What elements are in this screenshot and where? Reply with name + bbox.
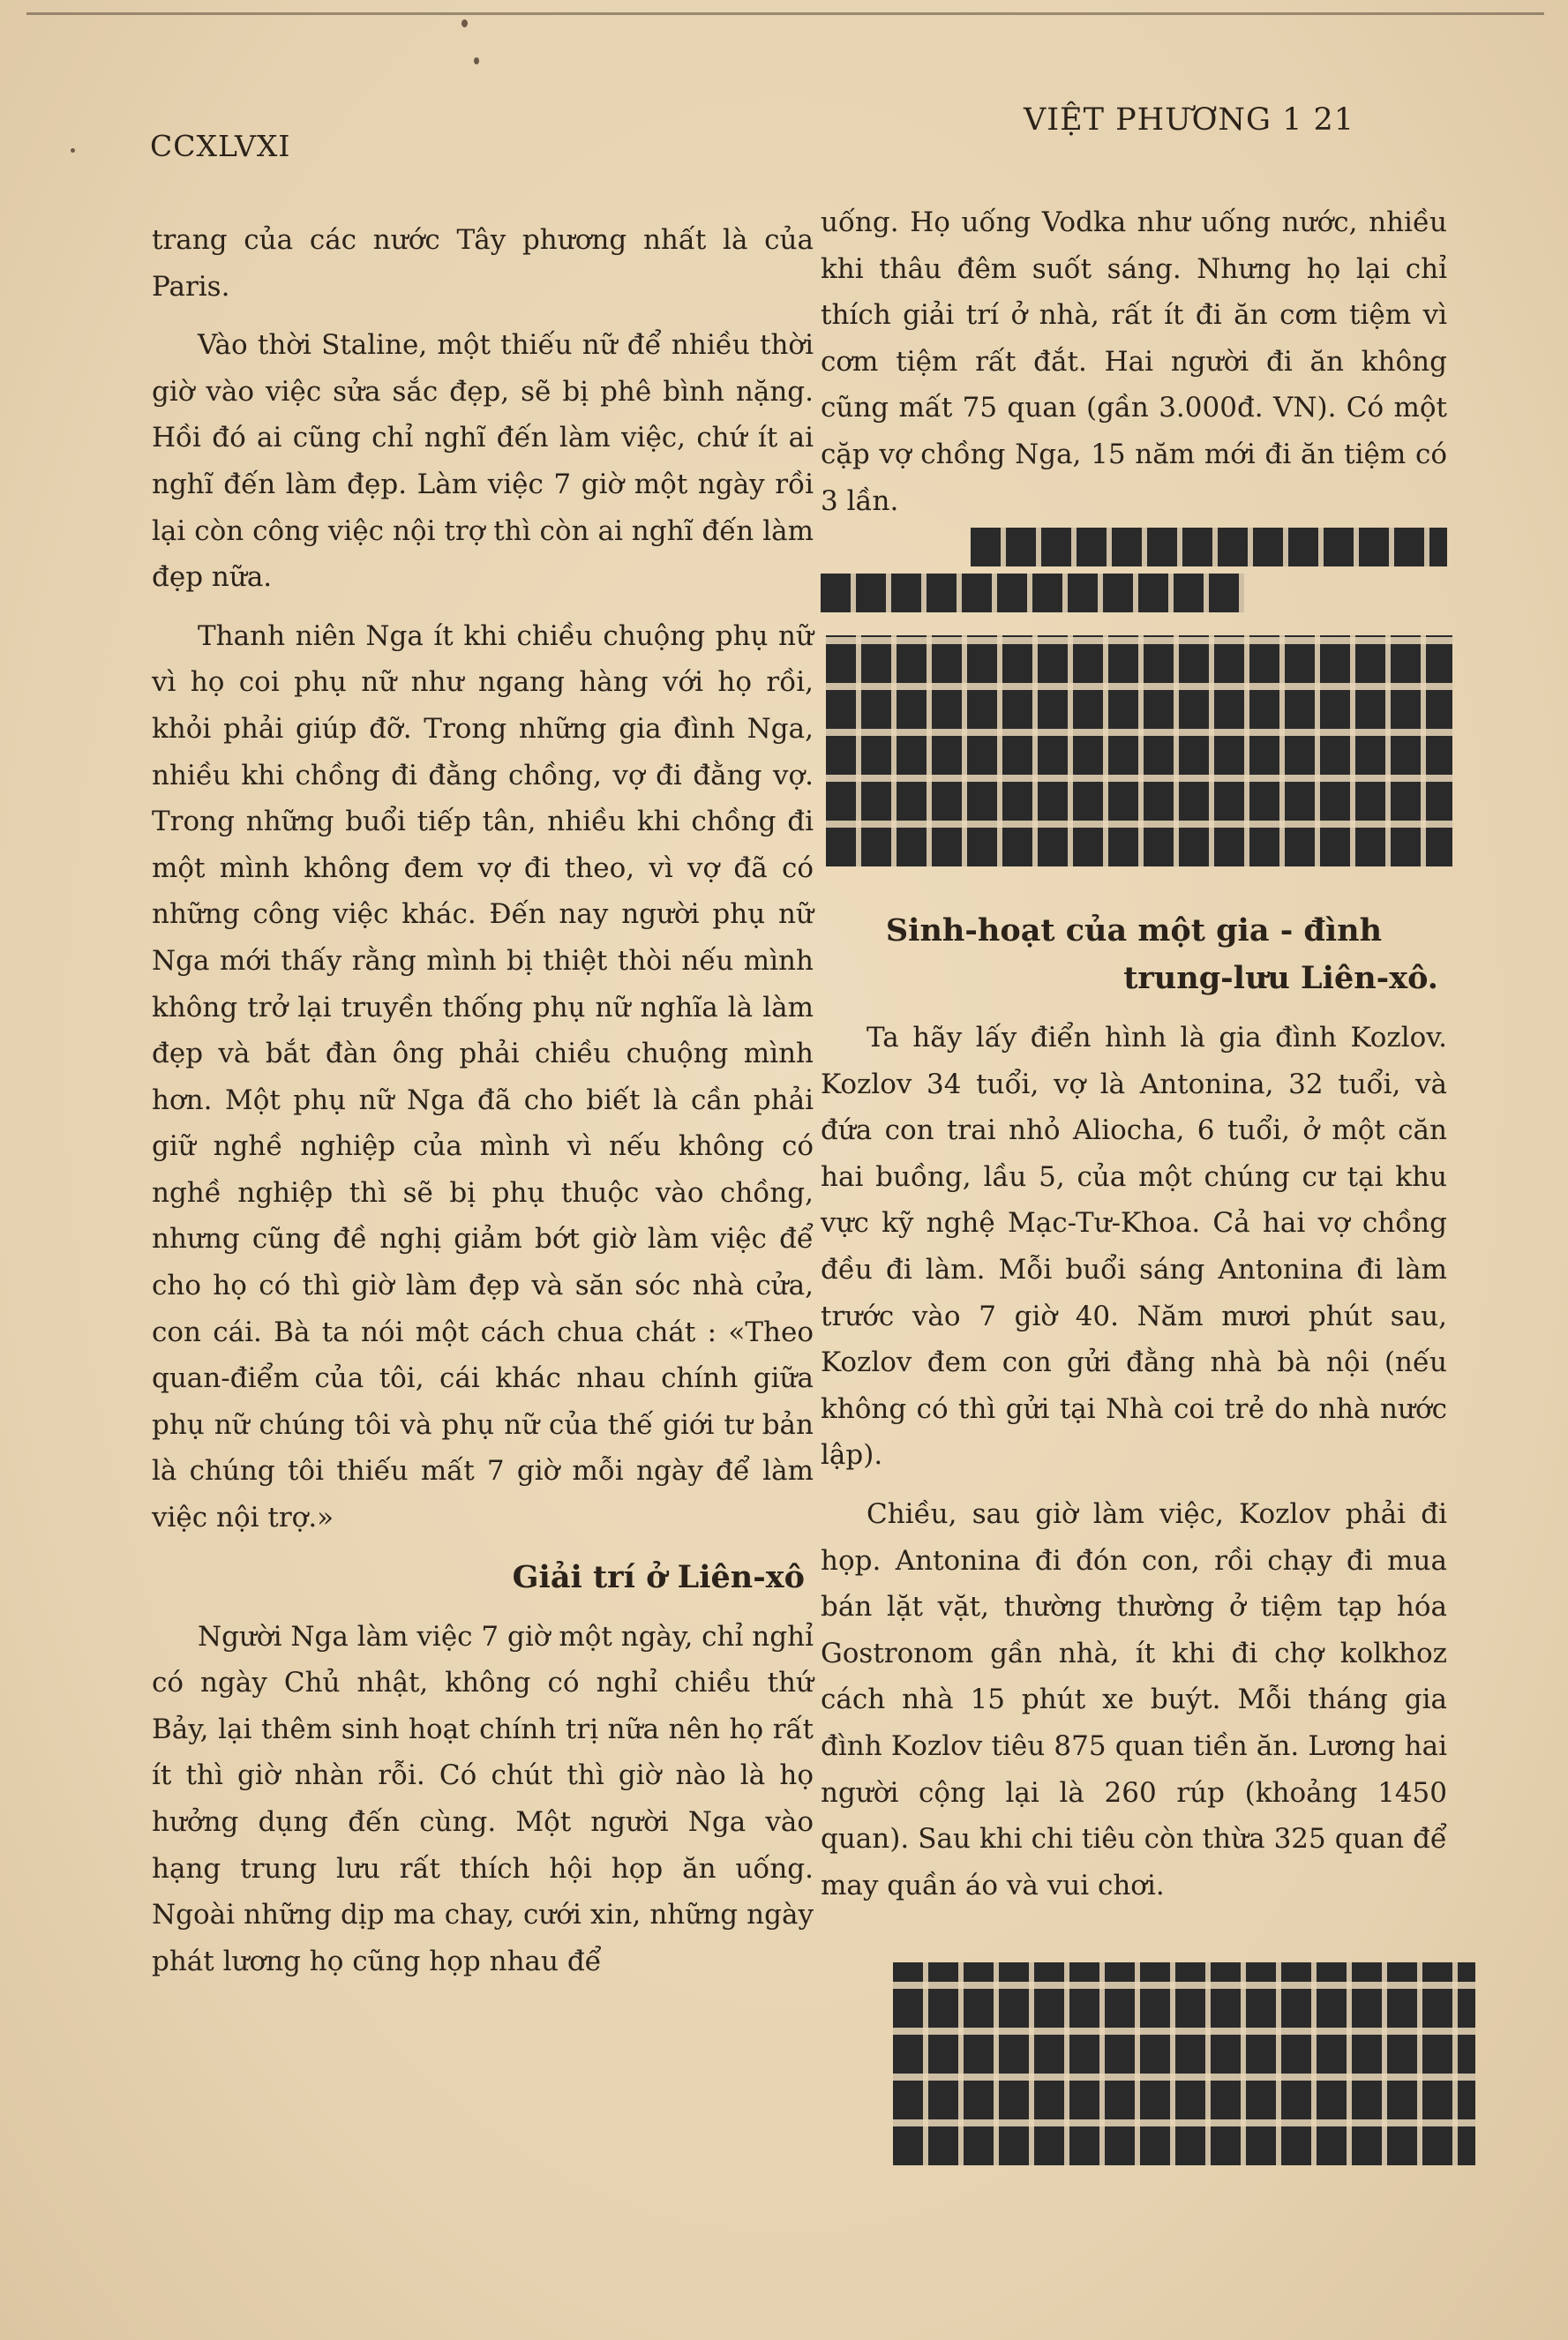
section-heading: Giải trí ở Liên-xô xyxy=(512,1558,805,1595)
right-column xyxy=(821,199,1447,536)
censor-bar xyxy=(893,1962,1475,2165)
heading-line: trung-lưu Liên-xô. xyxy=(1123,960,1438,996)
censored-block xyxy=(893,1962,1475,2165)
censor-bar xyxy=(971,528,1447,566)
paragraph: uống. Họ uống Vodka như uống nước, nhiều khi thâu đêm suốt sáng. Nhưng họ lại chỉ thích giải trí ở nhà, rất ít đi ăn cơm tiệm vì cơm tiệm rất đắt. Hai người đi ăn không cũng mất 75 quan (gần 3.000đ. VN). Có một cặp vợ chồng Nga, 15 năm mới đi ăn tiệm có 3 lần. xyxy=(821,206,1447,517)
top-rule xyxy=(26,12,1544,15)
paragraph: Người Nga làm việc 7 giờ một ngày, chỉ nghỉ có ngày Chủ nhật, không có nghỉ chiều thứ Bảy, lại thêm sinh hoạt chính trị nữa nên họ rất ít thì giờ nhàn rỗi. Có chút thì giờ nào là họ hưởng dụng đến cùng. Một người Nga vào hạng trung lưu rất thích hội họp ăn uống. Ngoài những dịp ma chay, cưới xin, những ngày phát lương họ cũng họp nhau để xyxy=(152,1620,814,1977)
paragraph: Vào thời Staline, một thiếu nữ để nhiều thời giờ vào việc sửa sắc đẹp, sẽ bị phê bình nặng. Hồi đó ai cũng chỉ nghĩ đến làm việc, chứ ít ai nghĩ đến làm đẹp. Làm việc 7 giờ một ngày rồi lại còn công việc nội trợ thì còn ai nghĩ đến làm đẹp nữa. xyxy=(152,329,814,594)
paragraph: Ta hãy lấy điển hình là gia đình Kozlov. Kozlov 34 tuổi, vợ là Antonina, 32 tuổi, và đứa con trai nhỏ Aliocha, 6 tuổi, ở một căn hai buồng, lầu 5, của một chúng cư tại khu vực kỹ nghệ Mạc-Tư-Khoa. Cả hai vợ chồng đều đi làm. Mỗi buổi sáng Antonina đi làm trước vào 7 giờ 40. Năm mươi phút sau, Kozlov đem con gửi đằng nhà bà nội (nếu không có thì gửi tại Nhà coi trẻ do nhà nước lập). xyxy=(821,1022,1447,1472)
left-column xyxy=(152,217,814,1997)
right-column-lower xyxy=(821,898,1447,1921)
heading-line: Sinh-hoạt của một gia - đình xyxy=(885,912,1383,949)
censor-bar xyxy=(821,574,1244,612)
censored-block xyxy=(821,528,1447,612)
page-header-right: VIỆT PHƯƠNG 1 21 xyxy=(1024,102,1355,138)
ink-speck xyxy=(461,19,468,27)
paragraph: Thanh niên Nga ít khi chiều chuộng phụ nữ vì họ coi phụ nữ như ngang hàng với họ rồi, khỏi phải giúp đỡ. Trong những gia đình Nga, nhiều khi chồng đi đằng chồng, vợ đi đằng vợ. Trong những buổi tiếp tân, nhiều khi chồng đi một mình không đem vợ đi theo, vì vợ đã có những công việc khác. Đến nay người phụ nữ Nga mới thấy rằng mình bị thiệt thòi nếu mình không trở lại truyền thống phụ nữ nghĩa là làm đẹp và bắt đàn ông phải chiều chuộng mình hơn. Một phụ nữ Nga đã cho biết là cần phải giữ nghề nghiệp của mình vì nếu không có nghề nghiệp thì sẽ bị phụ thuộc vào chồng, nhưng cũng đề nghị giảm bớt giờ làm việc để cho họ có thì giờ làm đẹp và săn sóc nhà cửa, con cái. Bà ta nói một cách chua chát : «Theo quan-điểm của tôi, cái khác nhau chính giữa phụ nữ chúng tôi và phụ nữ của thế giới tư bản là chúng tôi thiếu mất 7 giờ mỗi ngày để làm việc nội trợ.» xyxy=(152,619,814,1534)
section-heading xyxy=(821,907,1447,1002)
page-header-left: CCXLVXI xyxy=(150,129,291,163)
censored-block xyxy=(826,635,1452,866)
censor-bar xyxy=(826,635,1452,866)
paragraph: trang của các nước Tây phương nhất là của Paris. xyxy=(152,224,814,303)
paragraph: Chiều, sau giờ làm việc, Kozlov phải đi họp. Antonina đi đón con, rồi chạy đi mua bán lặt vặt, thường thường ở tiệm tạp hóa Gostronom gần nhà, ít khi đi chợ kolkhoz cách nhà 15 phút xe buýt. Mỗi tháng gia đình Kozlov tiêu 875 quan tiền ăn. Lương hai người cộng lại là 260 rúp (khoảng 1450 quan). Sau khi chi tiêu còn thừa 325 quan để may quần áo và vui chơi. xyxy=(821,1497,1447,1901)
ink-speck xyxy=(474,57,479,64)
ink-speck xyxy=(71,148,75,153)
